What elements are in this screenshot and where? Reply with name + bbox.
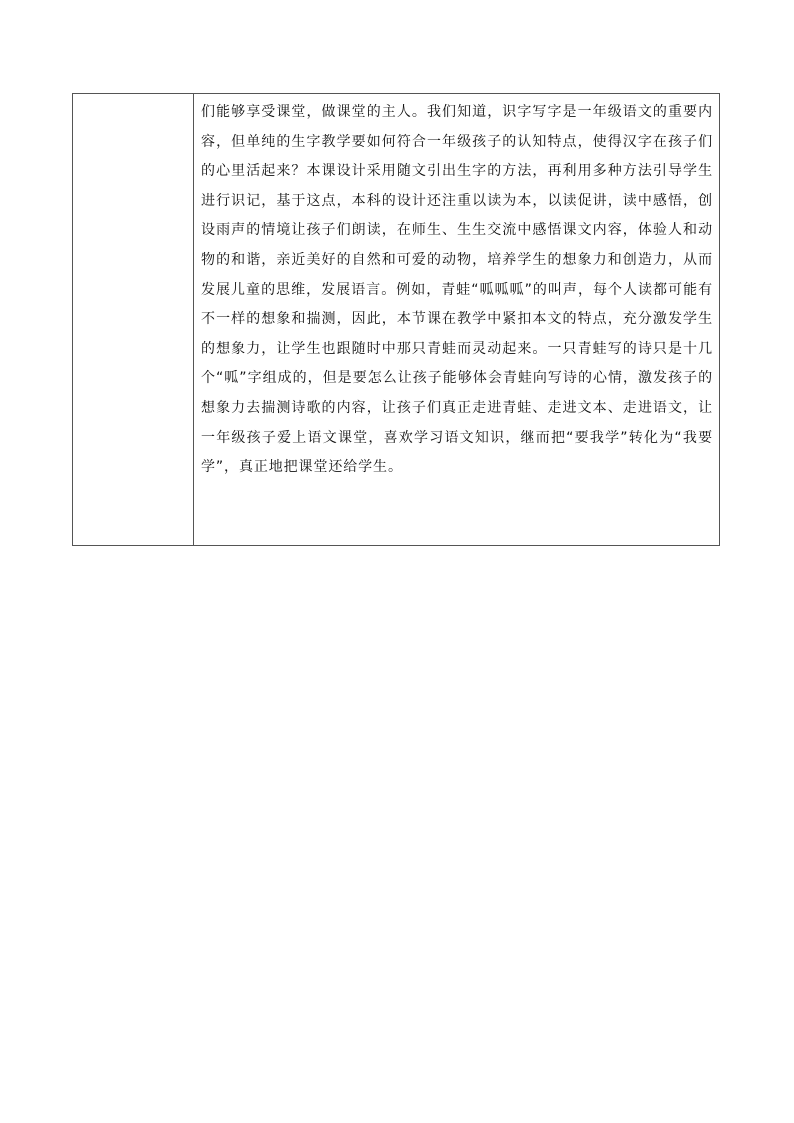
lesson-design-table (72, 93, 720, 546)
label-cell (73, 94, 194, 546)
design-rationale-paragraph: 们能够享受课堂，做课堂的主人。我们知道，识字写字是一年级语文的重要内容，但单纯的生字教学要如何符合一年级孩子的认知特点，使得汉字在孩子们的心里活起来？本课设计采用随文引出生字的方法，再利用多种方法引导学生进行识记，基于这点，本科的设计还注重以读为本，以读促讲，读中感悟，创设雨声的情境让孩子们朗读，在师生、生生交流中感悟课文内容，体验人和动物的和谐，亲近美好的自然和可爱的动物，培养学生的想象力和创造力，从而发展儿童的思维，发展语言。例如，青蛙“呱呱呱”的叫声，每个人读都可能有不一样的想象和揣测，因此，本节课在教学中紧扣本文的特点，充分激发学生的想象力，让学生也跟随时中那只青蛙而灵动起来。一只青蛙写的诗只是十几个“呱”字组成的，但是要怎么让孩子能够体会青蛙向写诗的心情，激发孩子的想象力去揣测诗歌的内容，让孩子们真正走进青蛙、走进文本、走进语文，让一年级孩子爱上语文课堂，喜欢学习语文知识，继而把“要我学”转化为“我要学”，真正地把课堂还给学生。 (201, 104, 713, 476)
table-row (73, 94, 720, 546)
content-cell (194, 94, 720, 546)
content-cell-body (194, 94, 719, 483)
